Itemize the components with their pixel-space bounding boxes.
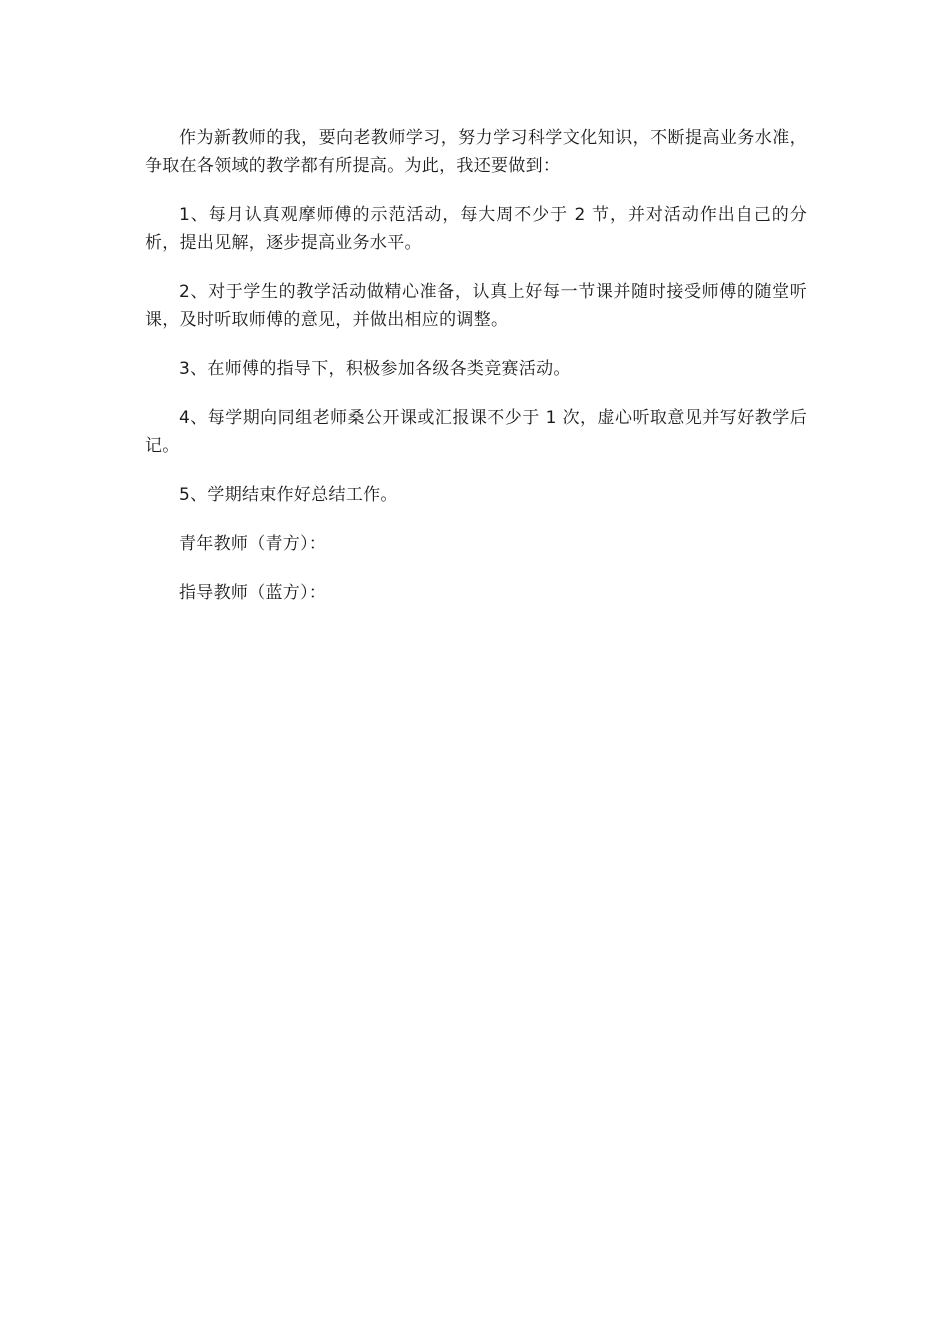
item-5-paragraph: 5、学期结束作好总结工作。 [179, 485, 398, 505]
mentor-teacher-signature: 指导教师（蓝方）： [179, 583, 327, 603]
young-teacher-signature: 青年教师（青方）： [179, 534, 327, 554]
item-1-paragraph: 1、每月认真观摩师傅的示范活动，每大周不少于 2 节，并对活动作出自己的分析，提出见解，逐步提高业务水平。 [145, 205, 807, 253]
document-body [145, 124, 807, 628]
item-3-paragraph: 3、在师傅的指导下，积极参加各级各类竞赛活动。 [179, 359, 571, 379]
item-2-paragraph: 2、对于学生的教学活动做精心准备，认真上好每一节课并随时接受师傅的随堂听课，及时听取师傅的意见，并做出相应的调整。 [145, 282, 807, 330]
intro-paragraph: 作为新教师的我，要向老教师学习，努力学习科学文化知识，不断提高业务水准，争取在各领域的教学都有所提高。为此，我还要做到： [145, 128, 807, 176]
item-4-paragraph: 4、每学期向同组老师桑公开课或汇报课不少于 1 次，虚心听取意见并写好教学后记。 [145, 408, 807, 456]
